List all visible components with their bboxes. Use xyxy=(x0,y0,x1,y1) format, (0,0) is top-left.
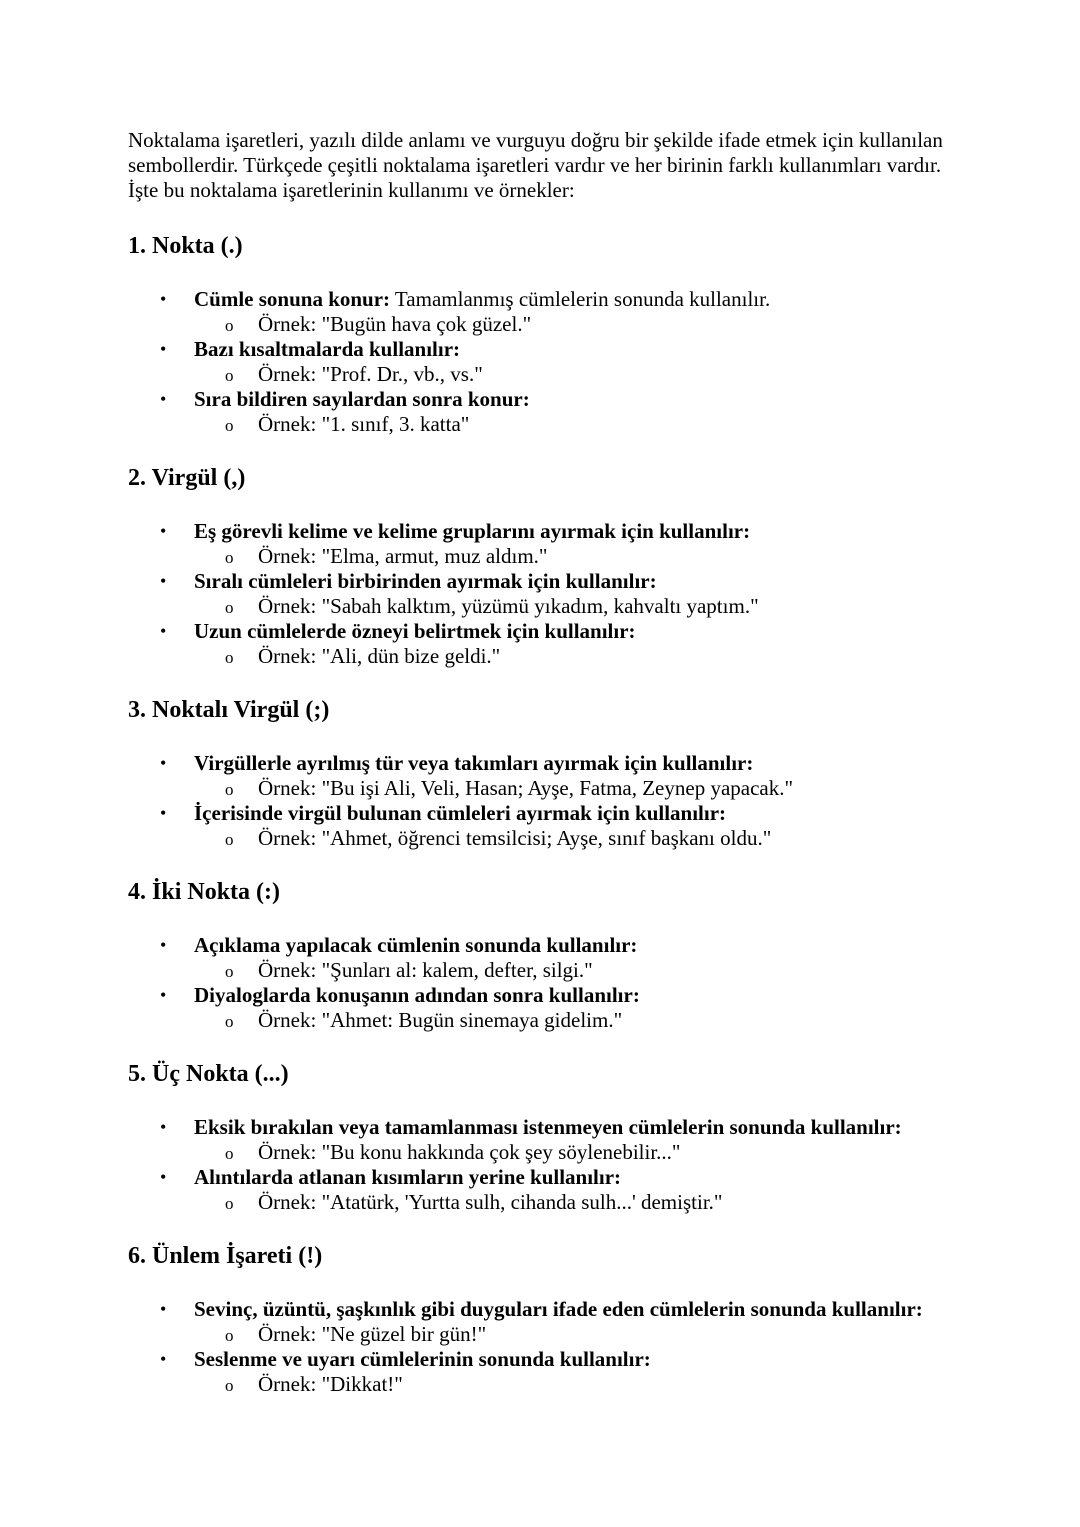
section-title: 2. Virgül (,) xyxy=(128,465,246,491)
intro-paragraph: Noktalama işaretleri, yazılı dilde anlamı ve vurguyu doğru bir şekilde ifade etmek için kullanılan sembollerdir. Türkçede çeşitli noktalama işaretleri vardır ve her birinin farklı kullanımları vardır. İşte bu noktalama işaretlerinin kullanımı ve örnekler: xyxy=(128,128,943,202)
list-item xyxy=(128,933,968,983)
item-list xyxy=(128,1297,968,1397)
circle-bullet-icon: o xyxy=(225,548,234,567)
item-list xyxy=(128,519,968,669)
list-item xyxy=(128,1115,968,1165)
circle-bullet-icon: o xyxy=(225,1194,234,1213)
list-item xyxy=(128,801,968,851)
section-title: 5. Üç Nokta (...) xyxy=(128,1061,289,1087)
section-4 xyxy=(128,877,968,1033)
section-2 xyxy=(128,463,968,669)
item-heading: Eksik bırakılan veya tamamlanması istenmeyen cümlelerin sonunda kullanılır: xyxy=(194,1115,902,1139)
list-item xyxy=(128,619,968,669)
item-heading: Eş görevli kelime ve kelime gruplarını ayırmak için kullanılır: xyxy=(194,519,751,543)
item-text: Tamamlanmış cümlelerin sonunda kullanılır. xyxy=(390,287,771,311)
example-line xyxy=(128,362,968,387)
example-line xyxy=(128,1140,968,1165)
example-text: Örnek: "Ahmet, öğrenci temsilcisi; Ayşe, sınıf başkanı oldu." xyxy=(258,826,772,850)
item-heading: Seslenme ve uyarı cümlelerinin sonunda kullanılır: xyxy=(194,1347,651,1371)
example-line xyxy=(128,1190,968,1215)
circle-bullet-icon: o xyxy=(225,1326,234,1345)
example-text: Örnek: "Atatürk, 'Yurtta sulh, cihanda sulh...' demiştir." xyxy=(258,1190,723,1214)
example-text: Örnek: "Elma, armut, muz aldım." xyxy=(258,544,548,568)
example-line xyxy=(128,594,968,619)
item-list xyxy=(128,933,968,1033)
list-item xyxy=(128,519,968,569)
item-heading: İçerisinde virgül bulunan cümleleri ayırmak için kullanılır: xyxy=(194,801,727,825)
example-text: Örnek: "Bu işi Ali, Veli, Hasan; Ayşe, Fatma, Zeynep yapacak." xyxy=(258,776,794,800)
bullet-icon: • xyxy=(160,1117,167,1137)
bullet-icon: • xyxy=(160,935,167,955)
example-line xyxy=(128,312,968,337)
item-heading: Sevinç, üzüntü, şaşkınlık gibi duyguları ifade eden cümlelerin sonunda kullanılır: xyxy=(194,1297,923,1321)
list-item xyxy=(128,751,968,801)
bullet-icon: • xyxy=(160,753,167,773)
section-5 xyxy=(128,1059,968,1215)
bullet-icon: • xyxy=(160,339,167,359)
bullet-icon: • xyxy=(160,1167,167,1187)
list-item xyxy=(128,569,968,619)
example-line xyxy=(128,958,968,983)
item-heading: Bazı kısaltmalarda kullanılır: xyxy=(194,337,461,361)
example-line xyxy=(128,412,968,437)
item-heading: Sıralı cümleleri birbirinden ayırmak için kullanılır: xyxy=(194,569,657,593)
circle-bullet-icon: o xyxy=(225,648,234,667)
example-text: Örnek: "Ne güzel bir gün!" xyxy=(258,1322,487,1346)
circle-bullet-icon: o xyxy=(225,416,234,435)
circle-bullet-icon: o xyxy=(225,316,234,335)
example-text: Örnek: "Bugün hava çok güzel." xyxy=(258,312,532,336)
bullet-icon: • xyxy=(160,621,167,641)
example-text: Örnek: "Bu konu hakkında çok şey söylenebilir..." xyxy=(258,1140,681,1164)
section-title: 6. Ünlem İşareti (!) xyxy=(128,1243,323,1269)
section-3 xyxy=(128,695,968,851)
circle-bullet-icon: o xyxy=(225,1376,234,1395)
example-text: Örnek: "Dikkat!" xyxy=(258,1372,403,1396)
example-line xyxy=(128,1008,968,1033)
circle-bullet-icon: o xyxy=(225,962,234,981)
section-1 xyxy=(128,231,968,437)
item-heading: Cümle sonuna konur: xyxy=(194,287,391,311)
bullet-icon: • xyxy=(160,803,167,823)
list-item xyxy=(128,983,968,1033)
example-text: Örnek: "Sabah kalktım, yüzümü yıkadım, kahvaltı yaptım." xyxy=(258,594,759,618)
example-text: Örnek: "Ali, dün bize geldi." xyxy=(258,644,501,668)
circle-bullet-icon: o xyxy=(225,780,234,799)
circle-bullet-icon: o xyxy=(225,830,234,849)
item-heading: Alıntılarda atlanan kısımların yerine kullanılır: xyxy=(194,1165,622,1189)
list-item xyxy=(128,337,968,387)
list-item xyxy=(128,287,968,337)
bullet-icon: • xyxy=(160,289,167,309)
example-line xyxy=(128,776,968,801)
example-line xyxy=(128,644,968,669)
bullet-icon: • xyxy=(160,521,167,541)
list-item xyxy=(128,1297,968,1347)
bullet-icon: • xyxy=(160,389,167,409)
item-list xyxy=(128,287,968,437)
list-item xyxy=(128,1347,968,1397)
list-item xyxy=(128,1165,968,1215)
bullet-icon: • xyxy=(160,571,167,591)
list-item xyxy=(128,387,968,437)
circle-bullet-icon: o xyxy=(225,1012,234,1031)
bullet-icon: • xyxy=(160,1299,167,1319)
item-list xyxy=(128,751,968,851)
item-heading: Açıklama yapılacak cümlenin sonunda kullanılır: xyxy=(194,933,638,957)
circle-bullet-icon: o xyxy=(225,1144,234,1163)
bullet-icon: • xyxy=(160,985,167,1005)
document-page xyxy=(128,128,968,1423)
example-line xyxy=(128,1372,968,1397)
item-list xyxy=(128,1115,968,1215)
item-heading: Uzun cümlelerde özneyi belirtmek için kullanılır: xyxy=(194,619,636,643)
circle-bullet-icon: o xyxy=(225,598,234,617)
section-6 xyxy=(128,1241,968,1397)
section-title: 1. Nokta (.) xyxy=(128,233,243,259)
section-title: 4. İki Nokta (:) xyxy=(128,879,281,905)
example-text: Örnek: "1. sınıf, 3. katta" xyxy=(258,412,470,436)
example-text: Örnek: "Prof. Dr., vb., vs." xyxy=(258,362,483,386)
example-text: Örnek: "Şunları al: kalem, defter, silgi." xyxy=(258,958,593,982)
bullet-icon: • xyxy=(160,1349,167,1369)
item-heading: Sıra bildiren sayılardan sonra konur: xyxy=(194,387,530,411)
example-text: Örnek: "Ahmet: Bugün sinemaya gidelim." xyxy=(258,1008,623,1032)
example-line xyxy=(128,544,968,569)
circle-bullet-icon: o xyxy=(225,366,234,385)
item-heading: Virgüllerle ayrılmış tür veya takımları ayırmak için kullanılır: xyxy=(194,751,754,775)
item-heading: Diyaloglarda konuşanın adından sonra kullanılır: xyxy=(194,983,640,1007)
example-line xyxy=(128,1322,968,1347)
example-line xyxy=(128,826,968,851)
section-title: 3. Noktalı Virgül (;) xyxy=(128,697,330,723)
